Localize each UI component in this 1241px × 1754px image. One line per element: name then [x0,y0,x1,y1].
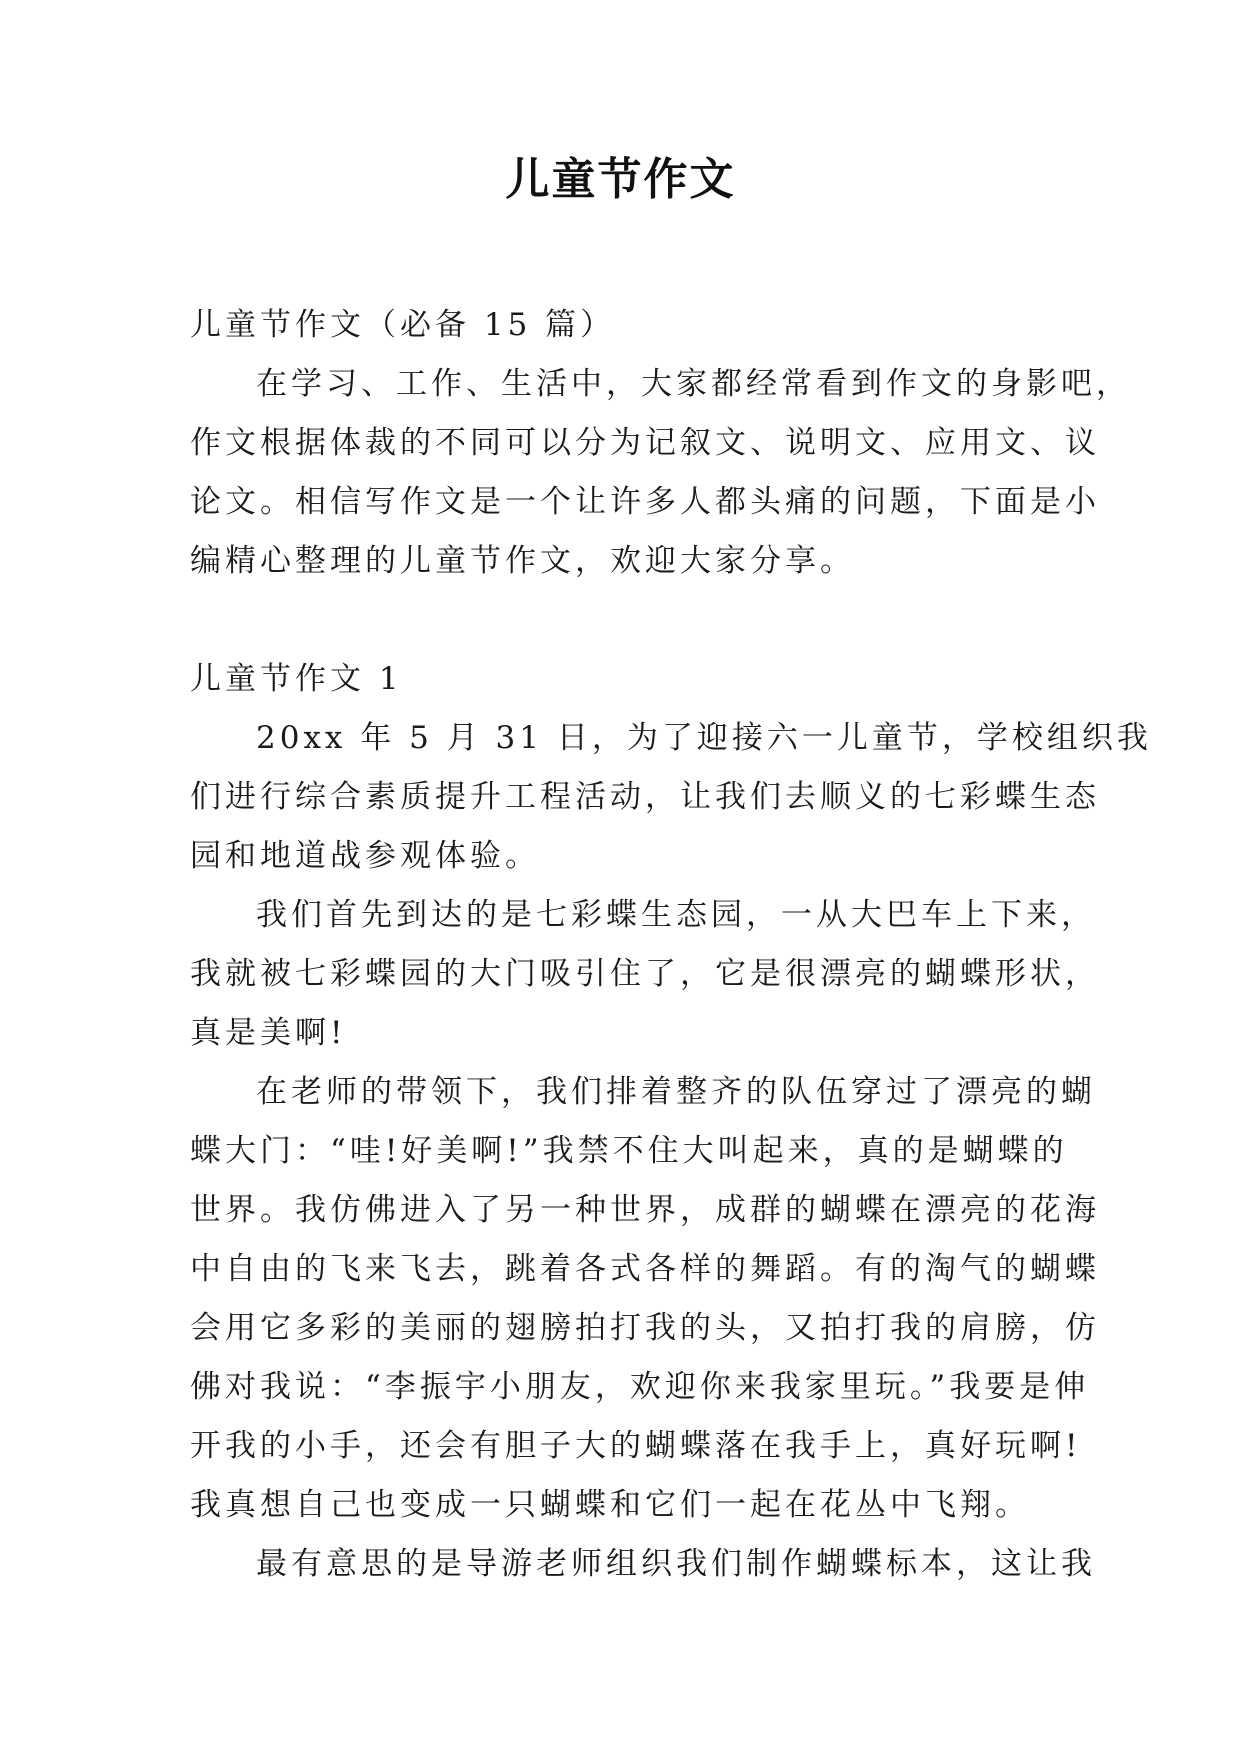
document-title: 儿童节作文 [505,154,736,205]
text-line: 论文。相信写作文是一个让许多人都头痛的问题，下面是小 [190,484,1100,520]
text-line: 在学习、工作、生活中，大家都经常看到作文的身影吧， [256,366,1131,402]
text-line: 世界。我仿佛进入了另一种世界，成群的蝴蝶在漂亮的花海 [190,1192,1100,1228]
text-line: 我真想自己也变成一只蝴蝶和它们一起在花丛中飞翔。 [190,1487,1030,1523]
paragraph [190,1063,1100,1535]
paragraph [190,886,1100,1063]
text-line: 会用它多彩的美丽的翅膀拍打我的头，又拍打我的肩膀，仿 [190,1310,1100,1346]
text-line: 真是美啊! [190,1015,347,1051]
paragraph [190,709,1152,886]
document-body [190,296,1152,1594]
intro-paragraph [190,355,1131,591]
text-line: 20xx 年 5 月 31 日，为了迎接六一儿童节，学校组织我 [256,720,1152,756]
section-spacer [190,591,1070,650]
text-line: 编精心整理的儿童节作文，欢迎大家分享。 [190,543,855,579]
intro-heading: 儿童节作文（必备 15 篇） [190,307,616,343]
text-line: 在老师的带领下，我们排着整齐的队伍穿过了漂亮的蝴 [256,1074,1096,1110]
text-line: 中自由的飞来飞去，跳着各式各样的舞蹈。有的淘气的蝴蝶 [190,1251,1100,1287]
text-line: 最有意思的是导游老师组织我们制作蝴蝶标本，这让我 [256,1546,1096,1582]
text-line: 我们首先到达的是七彩蝶生态园，一从大巴车上下来， [256,897,1096,933]
text-line: 蝶大门：“哇!好美啊!”我禁不住大叫起来，真的是蝴蝶的 [190,1133,1068,1169]
text-line: 作文根据体裁的不同可以分为记叙文、说明文、应用文、议 [190,425,1100,461]
essay-heading: 儿童节作文 1 [190,661,403,697]
text-line: 们进行综合素质提升工程活动，让我们去顺义的七彩蝶生态 [190,779,1100,815]
text-line: 佛对我说：“李振宇小朋友，欢迎你来我家里玩。”我要是伸 [190,1369,1090,1405]
text-line: 我就被七彩蝶园的大门吸引住了，它是很漂亮的蝴蝶形状， [190,956,1100,992]
text-line: 开我的小手，还会有胆子大的蝴蝶落在我手上，真好玩啊! [190,1428,1082,1464]
paragraph [190,1535,1096,1594]
text-line: 园和地道战参观体验。 [190,838,540,874]
